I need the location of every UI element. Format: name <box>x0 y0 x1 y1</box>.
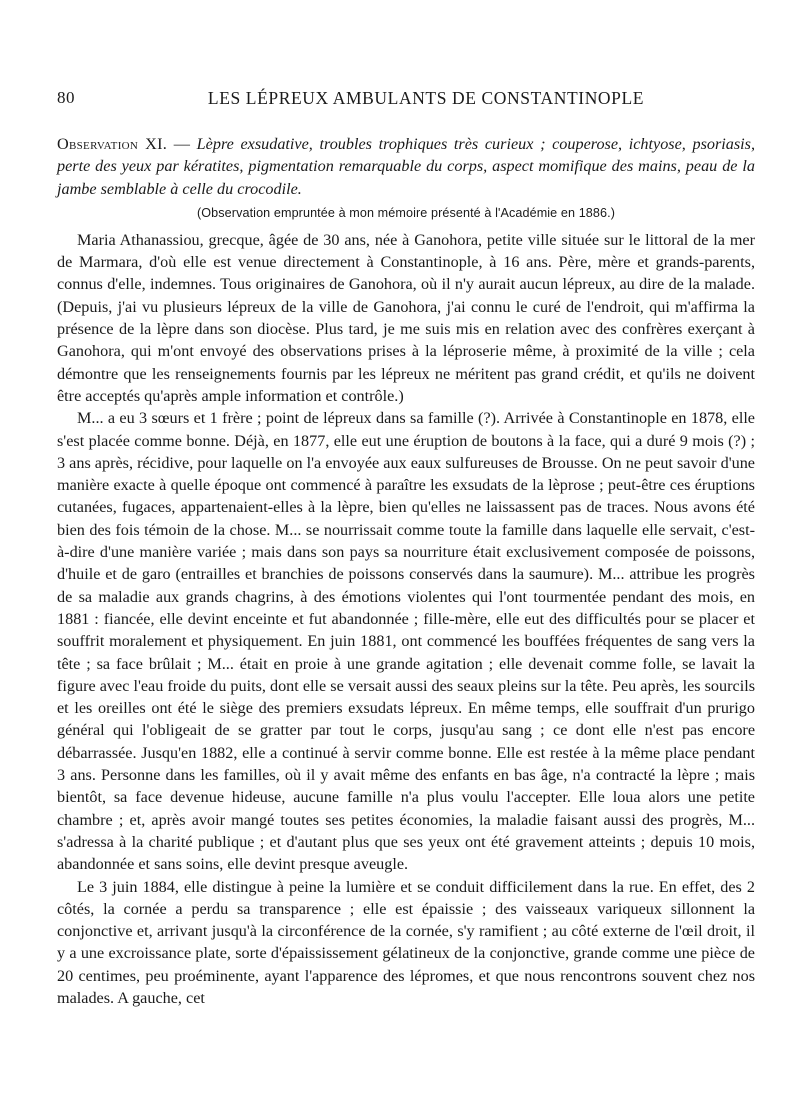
body-paragraph-1: Maria Athanassiou, grecque, âgée de 30 ans, née à Ganohora, petite ville située sur le littoral de la mer de Marmara, d'où elle est venue directement à Constantinople, à 16 ans. Père, mère et grands-parents, connus d'elle, indemnes. Tous originaires de Ganohora, où il n'y aurait aucun lépreux, au dire de la malade. (Depuis, j'ai vu plusieurs lépreux de la ville de Ganohora, j'ai connu le curé de l'endroit, qui m'affirma la présence de la lèpre dans son diocèse. Plus tard, je me suis mis en relation avec des confrères exerçant à Ganohora, qui m'ont envoyé des observations prises à la léproserie même, à proximité de la ville ; cela démontre que les renseignements fournis par les lépreux ne méritent pas grand crédit, et qu'ils ne doivent être acceptés qu'après ample information et contrôle.) <box>57 230 755 405</box>
running-title: LES LÉPREUX AMBULANTS DE CONSTANTINOPLE <box>207 88 645 108</box>
page-number: 80 <box>57 88 75 107</box>
body-paragraph-2: M... a eu 3 sœurs et 1 frère ; point de lépreux dans sa famille (?). Arrivée à Constantinople en 1878, elle s'est placée comme bonne. Déjà, en 1877, elle eut une éruption de boutons à la face, qui a duré 9 mois (?) ; 3 ans après, récidive, pour laquelle on l'a envoyée aux eaux sulfureuses de Brousse. On ne peut savoir d'une manière exacte à quelle époque ont commencé à paraître les exsudats de la lèprose ; peut-être ces éruptions cutanées, fugaces, appartenaient-elles à la lèpre, bien qu'elles ne laissassent pas de traces. Nous avons été bien des fois témoin de la chose. M... se nourrissait comme toute la famille dans laquelle elle servait, c'est-à-dire d'une manière variée ; mais dans son pays sa nourriture était exclusivement composée de poissons, d'huile et de garo (entrailles et branchies de poissons conservés dans la saumure). M... attribue les progrès de sa maladie aux grands chagrins, à des émotions violentes qui l'ont tourmentée pendant des mois, en 1881 : fiancée, elle devint enceinte et fut abandonnée ; fille-mère, elle eut des difficultés pour se placer et souffrit moralement et physiquement. En juin 1881, ont commencé les bouffées fréquentes de sang vers la tête ; sa face brûlait ; M... était en proie à une grande agitation ; elle devenait comme folle, se lavait la figure avec l'eau froide du puits, dont elle se versait aussi des seaux pleins sur la tête. Peu après, les sourcils et les oreilles ont été le siège des premiers exsudats lépreux. En même temps, elle souffrait d'un prurigo général qui l'obligeait de se gratter par tout le corps, jusqu'au sang ; ce dont elle n'est pas encore débarrassée. Jusqu'en 1882, elle a continué à servir comme bonne. Elle est restée à la même place pendant 3 ans. Personne dans les familles, où il y avait même des enfants en bas âge, n'a contracté la lèpre ; mais bientôt, sa face devenue hideuse, aucune famille n'a plus voulu l'accepter. Elle loua alors une petite chambre ; et, après avoir mangé toutes ses petites économies, la maladie faisant aussi des progrès, M... s'adressa à la charité publique ; et d'autant plus que ses yeux ont été gravement atteints ; depuis 10 mois, abandonnée et sans soins, elle devint presque aveugle. <box>57 409 755 874</box>
page-content <box>57 133 755 1009</box>
observation-dash: — <box>167 135 197 153</box>
observation-title: Lèpre exsudative, troubles trophiques très curieux ; couperose, ichtyose, psoriasis, perte des yeux par kératites, pigmentation remarquable du corps, aspect momifique des mains, peau de la jambe semblable à celle du crocodile. <box>57 135 756 198</box>
source-note: (Observation empruntée à mon mémoire présenté à l'Académie en 1886.) <box>196 205 615 220</box>
observation-label: Observation XI. <box>57 135 168 153</box>
running-head <box>57 88 755 110</box>
observation-heading <box>57 133 755 200</box>
body-paragraph-3: Le 3 juin 1884, elle distingue à peine la lumière et se conduit difficilement dans la rue. En effet, des 2 côtés, la cornée a perdu sa transparence ; elle est épaissie ; des vaisseaux variqueux sillonnent la conjonctive et, arrivant jusqu'à la circonférence de la cornée, s'y ramifient ; au côté externe de l'œil droit, il y a une excroissance plate, sorte d'épaississement gélatineux de la conjonctive, grande comme une pièce de 20 centimes, peu proéminente, ayant l'apparence des lépromes, et que nous rencontrons souvent chez nos malades. A gauche, cet <box>57 877 755 1007</box>
